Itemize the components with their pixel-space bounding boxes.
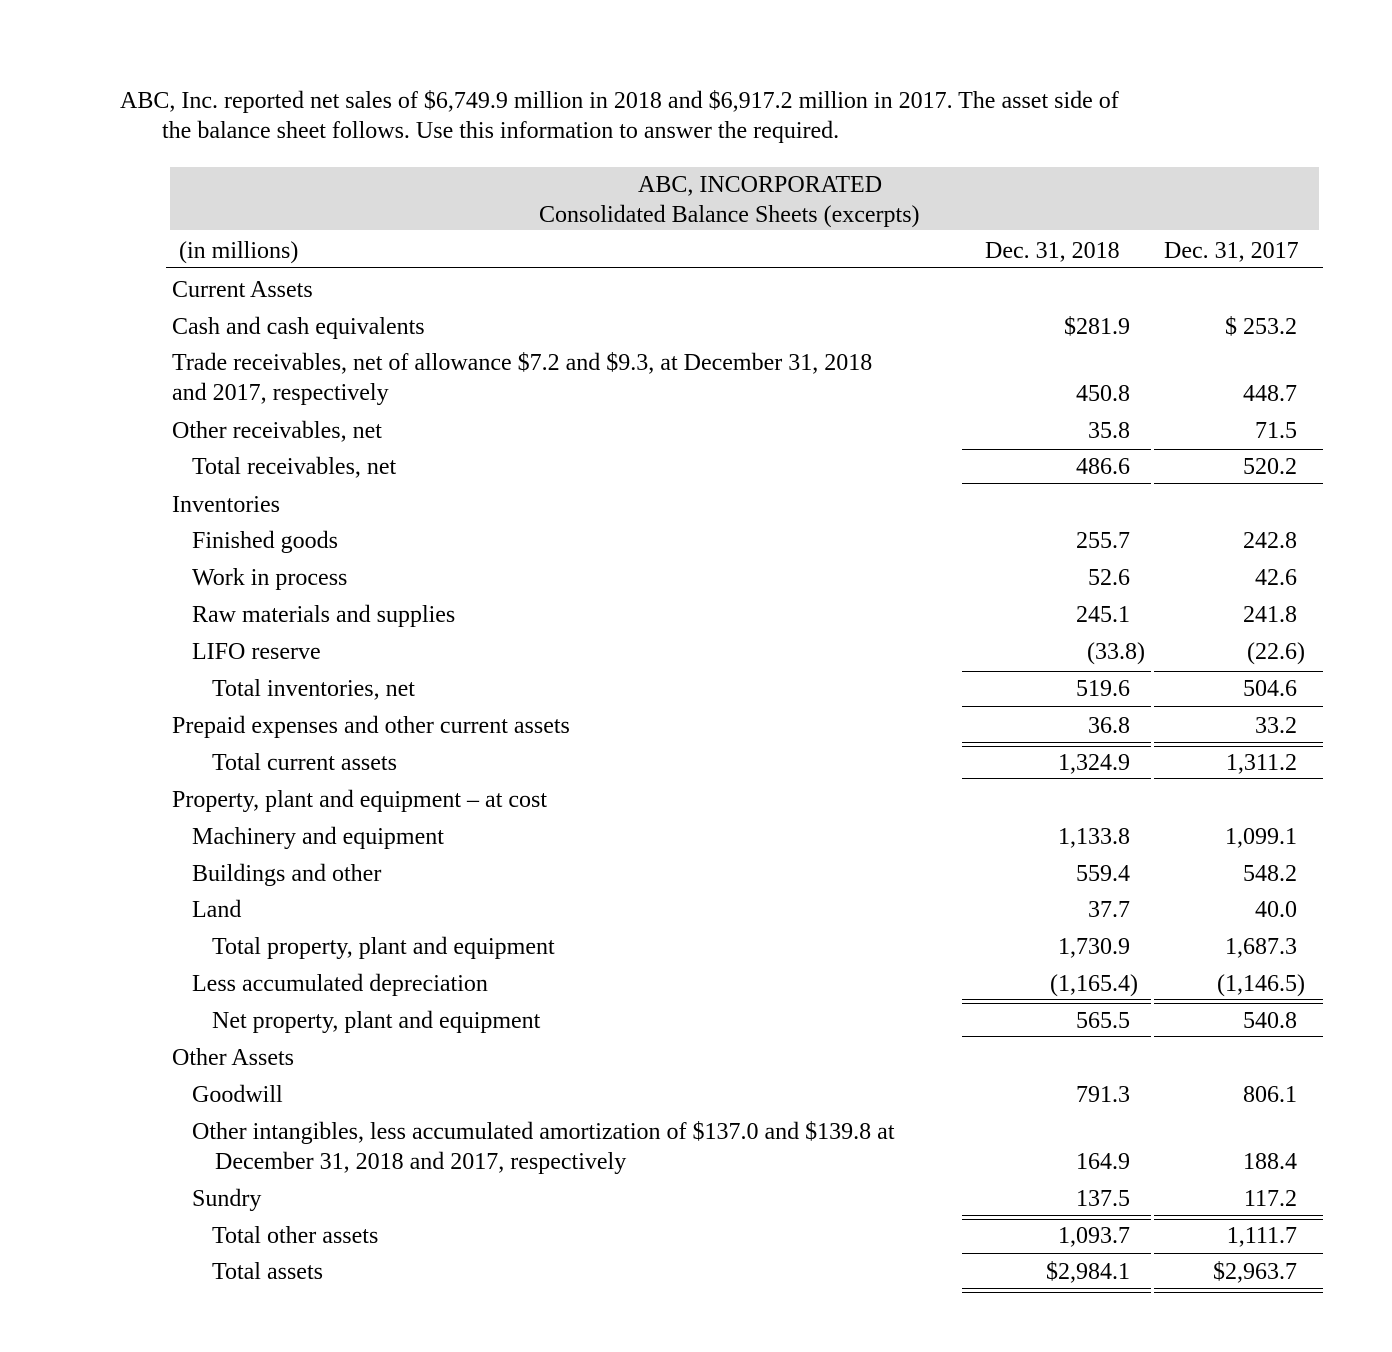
value-2018: 1,093.7 — [1058, 1223, 1130, 1249]
table-row — [0, 490, 1392, 527]
value-2018: 36.8 — [1088, 713, 1130, 739]
row-label: LIFO reserve — [192, 639, 321, 665]
value-2017: 242.8 — [1243, 528, 1297, 554]
subtotal-rule — [962, 1215, 1151, 1216]
total-rule — [1154, 1253, 1323, 1254]
row-label-continued: and 2017, respectively — [172, 380, 389, 406]
value-2017: 188.4 — [1243, 1149, 1297, 1175]
table-row — [0, 1006, 1392, 1043]
header-rule-values — [962, 267, 1323, 268]
table-row — [0, 600, 1392, 637]
total-rule — [962, 483, 1151, 484]
subtotal-rule — [962, 706, 1151, 707]
table-row — [0, 748, 1392, 785]
value-2017: 33.2 — [1255, 713, 1297, 739]
subtotal-rule — [962, 999, 1151, 1000]
table-row — [0, 526, 1392, 563]
row-label: Less accumulated depreciation — [192, 971, 488, 997]
table-row — [0, 859, 1392, 896]
value-2018: 245.1 — [1076, 602, 1130, 628]
row-label: Sundry — [192, 1186, 262, 1212]
row-label: Raw materials and supplies — [192, 602, 456, 628]
row-label: Prepaid expenses and other current assets — [172, 713, 570, 739]
table-row — [0, 416, 1392, 453]
value-2017: 71.5 — [1255, 418, 1297, 444]
table-row — [0, 895, 1392, 932]
table-row — [0, 969, 1392, 1006]
row-label: Machinery and equipment — [192, 824, 444, 850]
grand-total-rule — [962, 1288, 1151, 1289]
subtotal-rule — [962, 1219, 1151, 1220]
value-2017: 1,099.1 — [1225, 824, 1297, 850]
intro-paragraph — [120, 86, 1270, 146]
value-2017: 42.6 — [1255, 565, 1297, 591]
value-2018: 450.8 — [1076, 381, 1130, 407]
row-label: Other receivables, net — [172, 418, 382, 444]
total-rule — [1154, 742, 1323, 743]
grand-total-rule — [962, 1292, 1151, 1293]
row-label: Land — [192, 897, 242, 923]
value-2017: $ 253.2 — [1225, 314, 1297, 340]
column-header-2017: Dec. 31, 2017 — [1164, 238, 1299, 264]
value-2017: 540.8 — [1243, 1008, 1297, 1034]
units-label: (in millions) — [179, 238, 299, 264]
value-2017: (22.6) — [1247, 639, 1305, 665]
company-name: ABC, INCORPORATED — [638, 172, 883, 198]
intro-line-1: ABC, Inc. reported net sales of $6,749.9 million in 2018 and $6,917.2 million in 2017. The asset side of — [120, 88, 1119, 114]
value-2018: 791.3 — [1076, 1082, 1130, 1108]
value-2017: 241.8 — [1243, 602, 1297, 628]
value-2017: 448.7 — [1243, 381, 1297, 407]
intro-line-2: the balance sheet follows. Use this information to answer the required. — [162, 118, 840, 144]
table-row — [0, 822, 1392, 859]
value-2018: $281.9 — [1064, 314, 1130, 340]
row-label: Property, plant and equipment – at cost — [172, 787, 548, 813]
row-label: Total assets — [212, 1259, 323, 1285]
value-2018: 1,133.8 — [1058, 824, 1130, 850]
total-rule — [962, 1253, 1151, 1254]
value-2018: 35.8 — [1088, 418, 1130, 444]
value-2017: 117.2 — [1243, 1186, 1297, 1212]
row-label: Current Assets — [172, 277, 313, 303]
row-label: Total property, plant and equipment — [212, 934, 555, 960]
row-label: Cash and cash equivalents — [172, 314, 425, 340]
table-row — [0, 312, 1392, 349]
row-label: Trade receivables, net of allowance $7.2 and $9.3, at December 31, 2018 — [172, 350, 873, 376]
table-row — [0, 785, 1392, 822]
value-2018: $2,984.1 — [1046, 1259, 1130, 1285]
row-label: Finished goods — [192, 528, 339, 554]
subtotal-rule — [1154, 999, 1323, 1000]
value-2018: 565.5 — [1076, 1008, 1130, 1034]
total-rule — [1154, 483, 1323, 484]
value-2017: 1,111.7 — [1226, 1223, 1297, 1249]
table-row — [0, 1080, 1392, 1117]
value-2017: 806.1 — [1243, 1082, 1297, 1108]
value-2018: 164.9 — [1076, 1149, 1130, 1175]
row-label: Other intangibles, less accumulated amortization of $137.0 and $139.8 at — [192, 1119, 895, 1145]
row-label: Net property, plant and equipment — [212, 1008, 541, 1034]
row-label-continued: December 31, 2018 and 2017, respectively — [215, 1149, 627, 1175]
row-label: Total inventories, net — [212, 676, 415, 702]
table-row — [0, 932, 1392, 969]
subtotal-rule — [1154, 1219, 1323, 1220]
table-row — [0, 275, 1392, 312]
value-2017: 40.0 — [1255, 897, 1297, 923]
value-2018: 37.7 — [1088, 897, 1130, 923]
value-2018: 559.4 — [1076, 861, 1130, 887]
value-2018: 1,324.9 — [1058, 750, 1130, 776]
row-label: Inventories — [172, 492, 280, 518]
total-rule — [962, 742, 1151, 743]
value-2017: 1,311.2 — [1225, 750, 1297, 776]
row-label: Total receivables, net — [192, 454, 397, 480]
row-label: Total current assets — [212, 750, 397, 776]
table-row — [0, 1117, 1392, 1183]
subtotal-rule — [962, 671, 1151, 672]
value-2017: $2,963.7 — [1213, 1259, 1297, 1285]
row-label: Work in process — [192, 565, 348, 591]
total-rule — [962, 1036, 1151, 1037]
subtotal-rule — [962, 449, 1151, 450]
statement-title: Consolidated Balance Sheets (excerpts) — [539, 202, 920, 228]
value-2018: (1,165.4) — [1050, 971, 1138, 997]
row-label: Total other assets — [212, 1223, 379, 1249]
value-2018: 137.5 — [1076, 1186, 1130, 1212]
row-label: Other Assets — [172, 1045, 294, 1071]
value-2018: 519.6 — [1076, 676, 1130, 702]
value-2018: (33.8) — [1087, 639, 1145, 665]
value-2017: (1,146.5) — [1217, 971, 1305, 997]
total-rule — [962, 778, 1151, 779]
subtotal-rule — [962, 1003, 1151, 1004]
grand-total-rule — [1154, 1292, 1323, 1293]
total-rule — [1154, 778, 1323, 779]
subtotal-rule — [1154, 1003, 1323, 1004]
subtotal-rule — [1154, 706, 1323, 707]
total-rule — [1154, 746, 1323, 747]
subtotal-rule — [1154, 449, 1323, 450]
value-2018: 1,730.9 — [1058, 934, 1130, 960]
subtotal-rule — [1154, 671, 1323, 672]
value-2018: 52.6 — [1088, 565, 1130, 591]
row-label: Buildings and other — [192, 861, 382, 887]
column-header-2018: Dec. 31, 2018 — [985, 238, 1120, 264]
table-row — [0, 637, 1392, 674]
value-2017: 548.2 — [1243, 861, 1297, 887]
subtotal-rule — [1154, 1215, 1323, 1216]
value-2017: 504.6 — [1243, 676, 1297, 702]
value-2018: 255.7 — [1076, 528, 1130, 554]
grand-total-rule — [1154, 1288, 1323, 1289]
total-rule — [962, 746, 1151, 747]
header-rule-label — [166, 267, 962, 268]
value-2018: 486.6 — [1076, 454, 1130, 480]
table-row — [0, 563, 1392, 600]
value-2017: 520.2 — [1243, 454, 1297, 480]
table-row — [0, 1043, 1392, 1080]
table-row — [0, 348, 1392, 414]
row-label: Goodwill — [192, 1082, 283, 1108]
total-rule — [1154, 1036, 1323, 1037]
value-2017: 1,687.3 — [1225, 934, 1297, 960]
